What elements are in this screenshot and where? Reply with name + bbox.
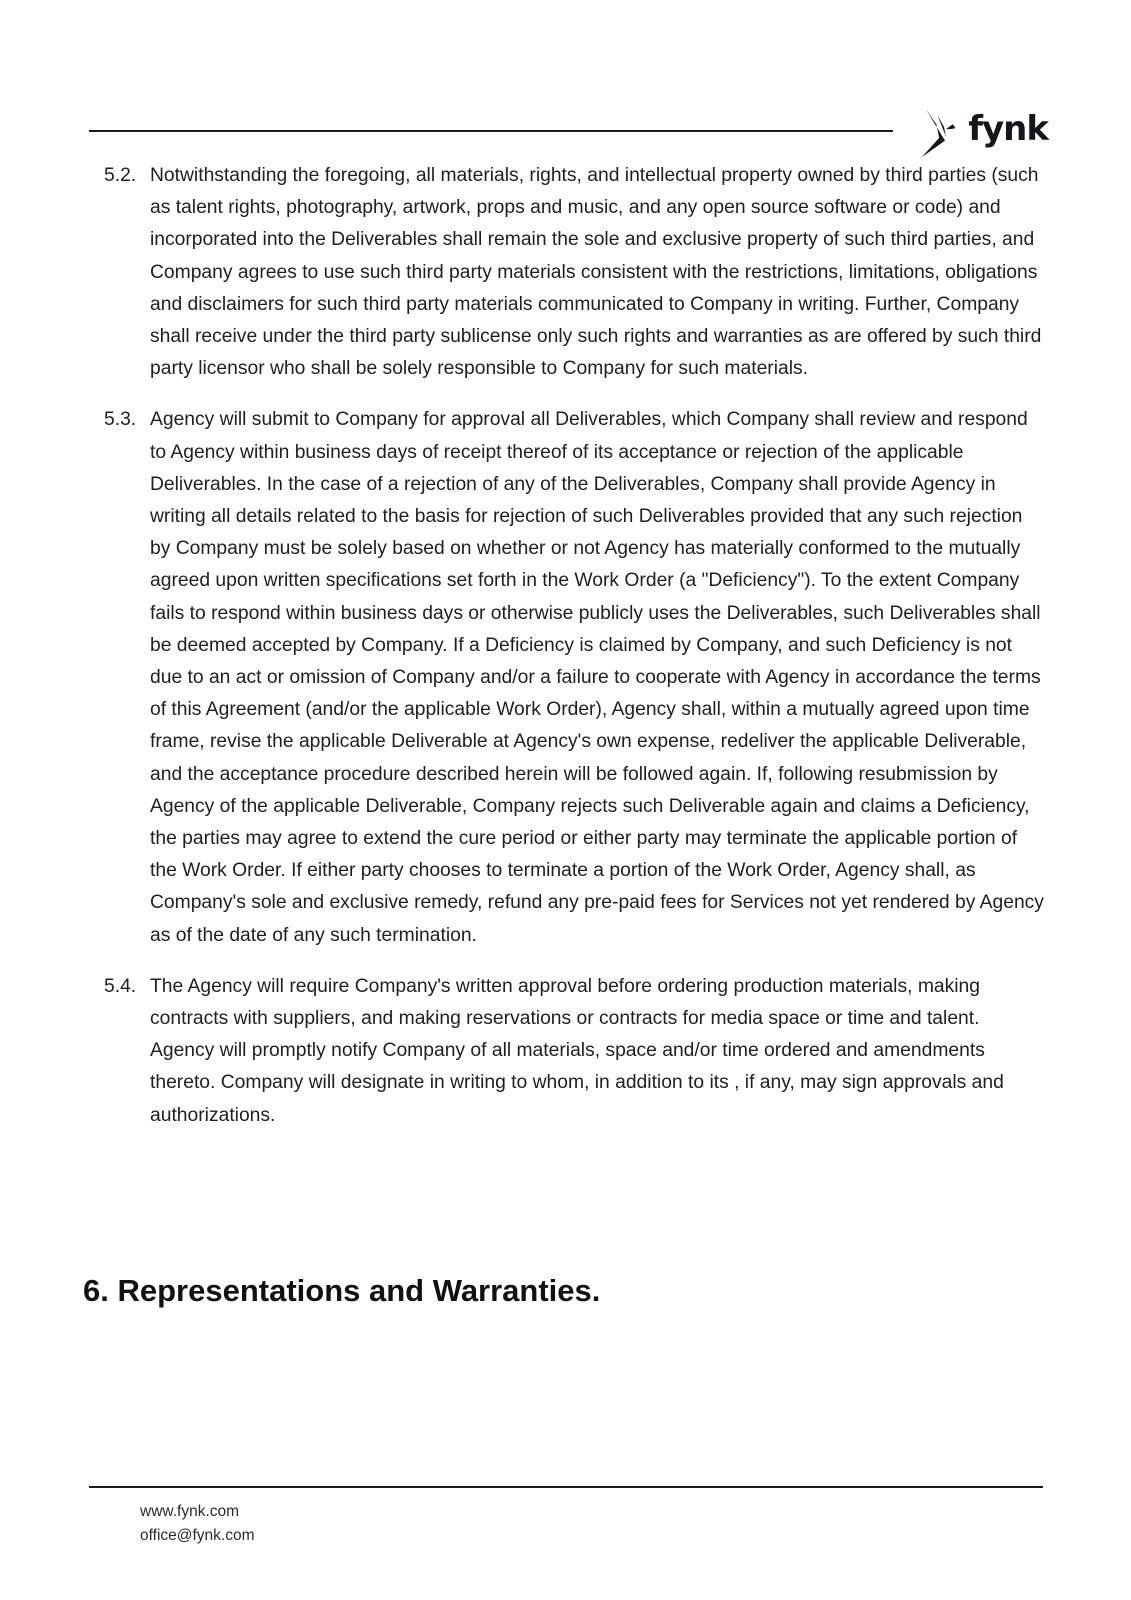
clause-5-3: [104, 404, 1044, 951]
brand-name: fynk: [968, 109, 1048, 149]
brand-logo: [918, 104, 1048, 160]
footer-email: office@fynk.com: [140, 1527, 255, 1544]
footer-website: www.fynk.com: [140, 1503, 240, 1520]
clause-5-2: [104, 160, 1044, 385]
clause-number: 5.4.: [104, 975, 137, 997]
clause-text: The Agency will require Company's written approval before ordering production materials, making contracts with suppliers, and making reservations or contracts for media space or time and talent. Agency will promptly notify Company of all materials, space and/or time ordered and amendments thereto. Company will designate in writing to whom, in addition to its , if any, may sign approvals and authorizations.: [150, 975, 1004, 1126]
page-footer: [140, 1500, 255, 1548]
document-body: [104, 160, 1044, 1151]
bird-icon: [918, 104, 966, 160]
footer-divider: [89, 1486, 1043, 1488]
clause-5-4: [104, 971, 1044, 1132]
clause-text: Notwithstanding the foregoing, all materials, rights, and intellectual property owned by third parties (such as talent rights, photography, artwork, props and music, and any open source software or code) and incorporated into the Deliverables shall remain the sole and exclusive property of such third parties, and Company agrees to use such third party materials consistent with the restrictions, limitations, obligations and disclaimers for such third party materials communicated to Company in writing. Further, Company shall receive under the third party sublicense only such rights and warranties as are offered by such third party licensor who shall be solely responsible to Company for such materials.: [150, 165, 1042, 380]
section-heading: 6. Representations and Warranties.: [83, 1273, 601, 1308]
clause-text: Agency will submit to Company for approval all Deliverables, which Company shall review and respond to Agency within business days of receipt thereof of its acceptance or rejection of the applicable Deliverables. In the case of a rejection of any of the Deliverables, Company shall provide Agency in writing all details related to the basis for rejection of such Deliverables provided that any such rejection by Company must be solely based on whether or not Agency has materially conformed to the mutually agreed upon written specifications set forth in the Work Order (a "Deficiency"). To the extent Company fails to respond within business days or otherwise publicly uses the Deliverables, such Deliverables shall be deemed accepted by Company. If a Deficiency is claimed by Company, and such Deficiency is not due to an act or omission of Company and/or a failure to cooperate with Agency in accordance the terms of this Agreement (and/or the applicable Work Order), Agency shall, within a mutually agreed upon time frame, revise the applicable Deliverable at Agency's own expense, redeliver the applicable Deliverable, and the acceptance procedure described herein will be followed again. If, following resubmission by Agency of the applicable Deliverable, Company rejects such Deliverable again and claims a Deficiency, the parties may agree to extend the cure period or either party may terminate the applicable portion of the Work Order. If either party chooses to terminate a portion of the Work Order, Agency shall, as Company's sole and exclusive remedy, refund any pre-paid fees for Services not yet rendered by Agency as of the date of any such termination.: [150, 409, 1044, 946]
clause-number: 5.2.: [104, 165, 137, 186]
header-divider: [89, 130, 893, 132]
clause-number: 5.3.: [104, 409, 137, 431]
